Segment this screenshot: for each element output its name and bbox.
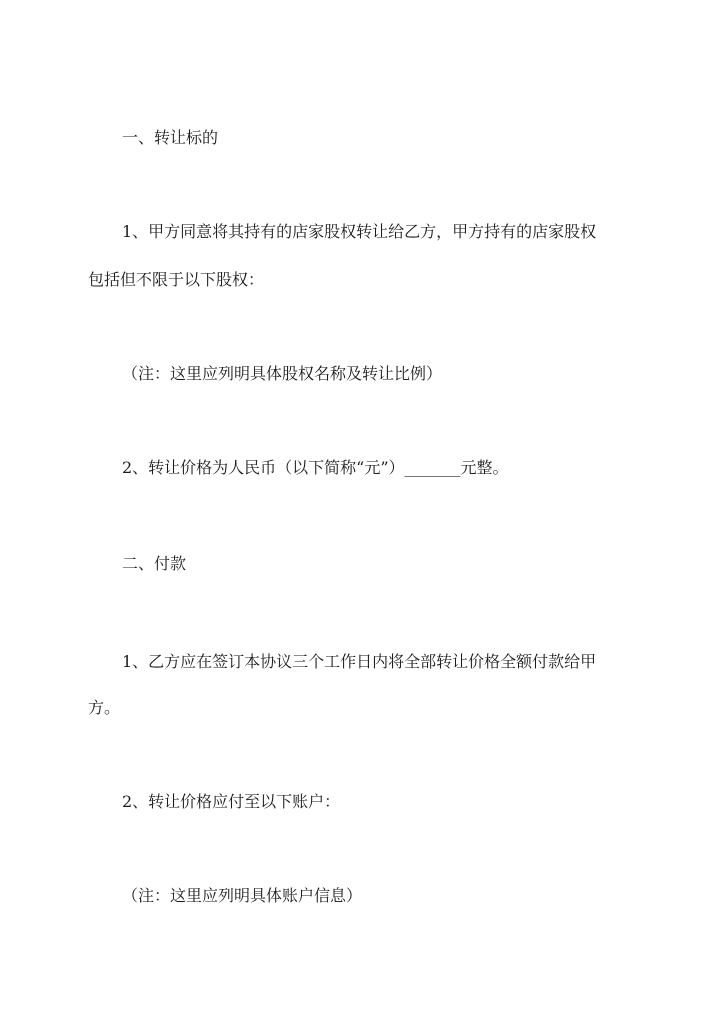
note-equity-details: （注：这里应列明具体股权名称及转让比例） bbox=[122, 364, 443, 383]
payment-clause-1-line-1: 1、乙方应在签订本协议三个工作日内将全部转让价格全额付款给甲 bbox=[122, 652, 597, 671]
clause-1-line-1: 1、甲方同意将其持有的店家股权转让给乙方，甲方持有的店家股权 bbox=[122, 222, 597, 241]
clause-1-line-2: 包括但不限于以下股权： bbox=[88, 270, 265, 289]
clause-2-price: 2、转让价格为人民币（以下简称“元”）_______元整。 bbox=[122, 458, 509, 477]
section-heading-payment: 二、付款 bbox=[122, 554, 187, 573]
payment-clause-2: 2、转让价格应付至以下账户： bbox=[122, 792, 341, 811]
section-heading-transfer-subject: 一、转让标的 bbox=[122, 128, 219, 147]
note-account-info: （注：这里应列明具体账户信息） bbox=[122, 886, 363, 905]
payment-clause-1-line-2: 方。 bbox=[88, 698, 121, 717]
